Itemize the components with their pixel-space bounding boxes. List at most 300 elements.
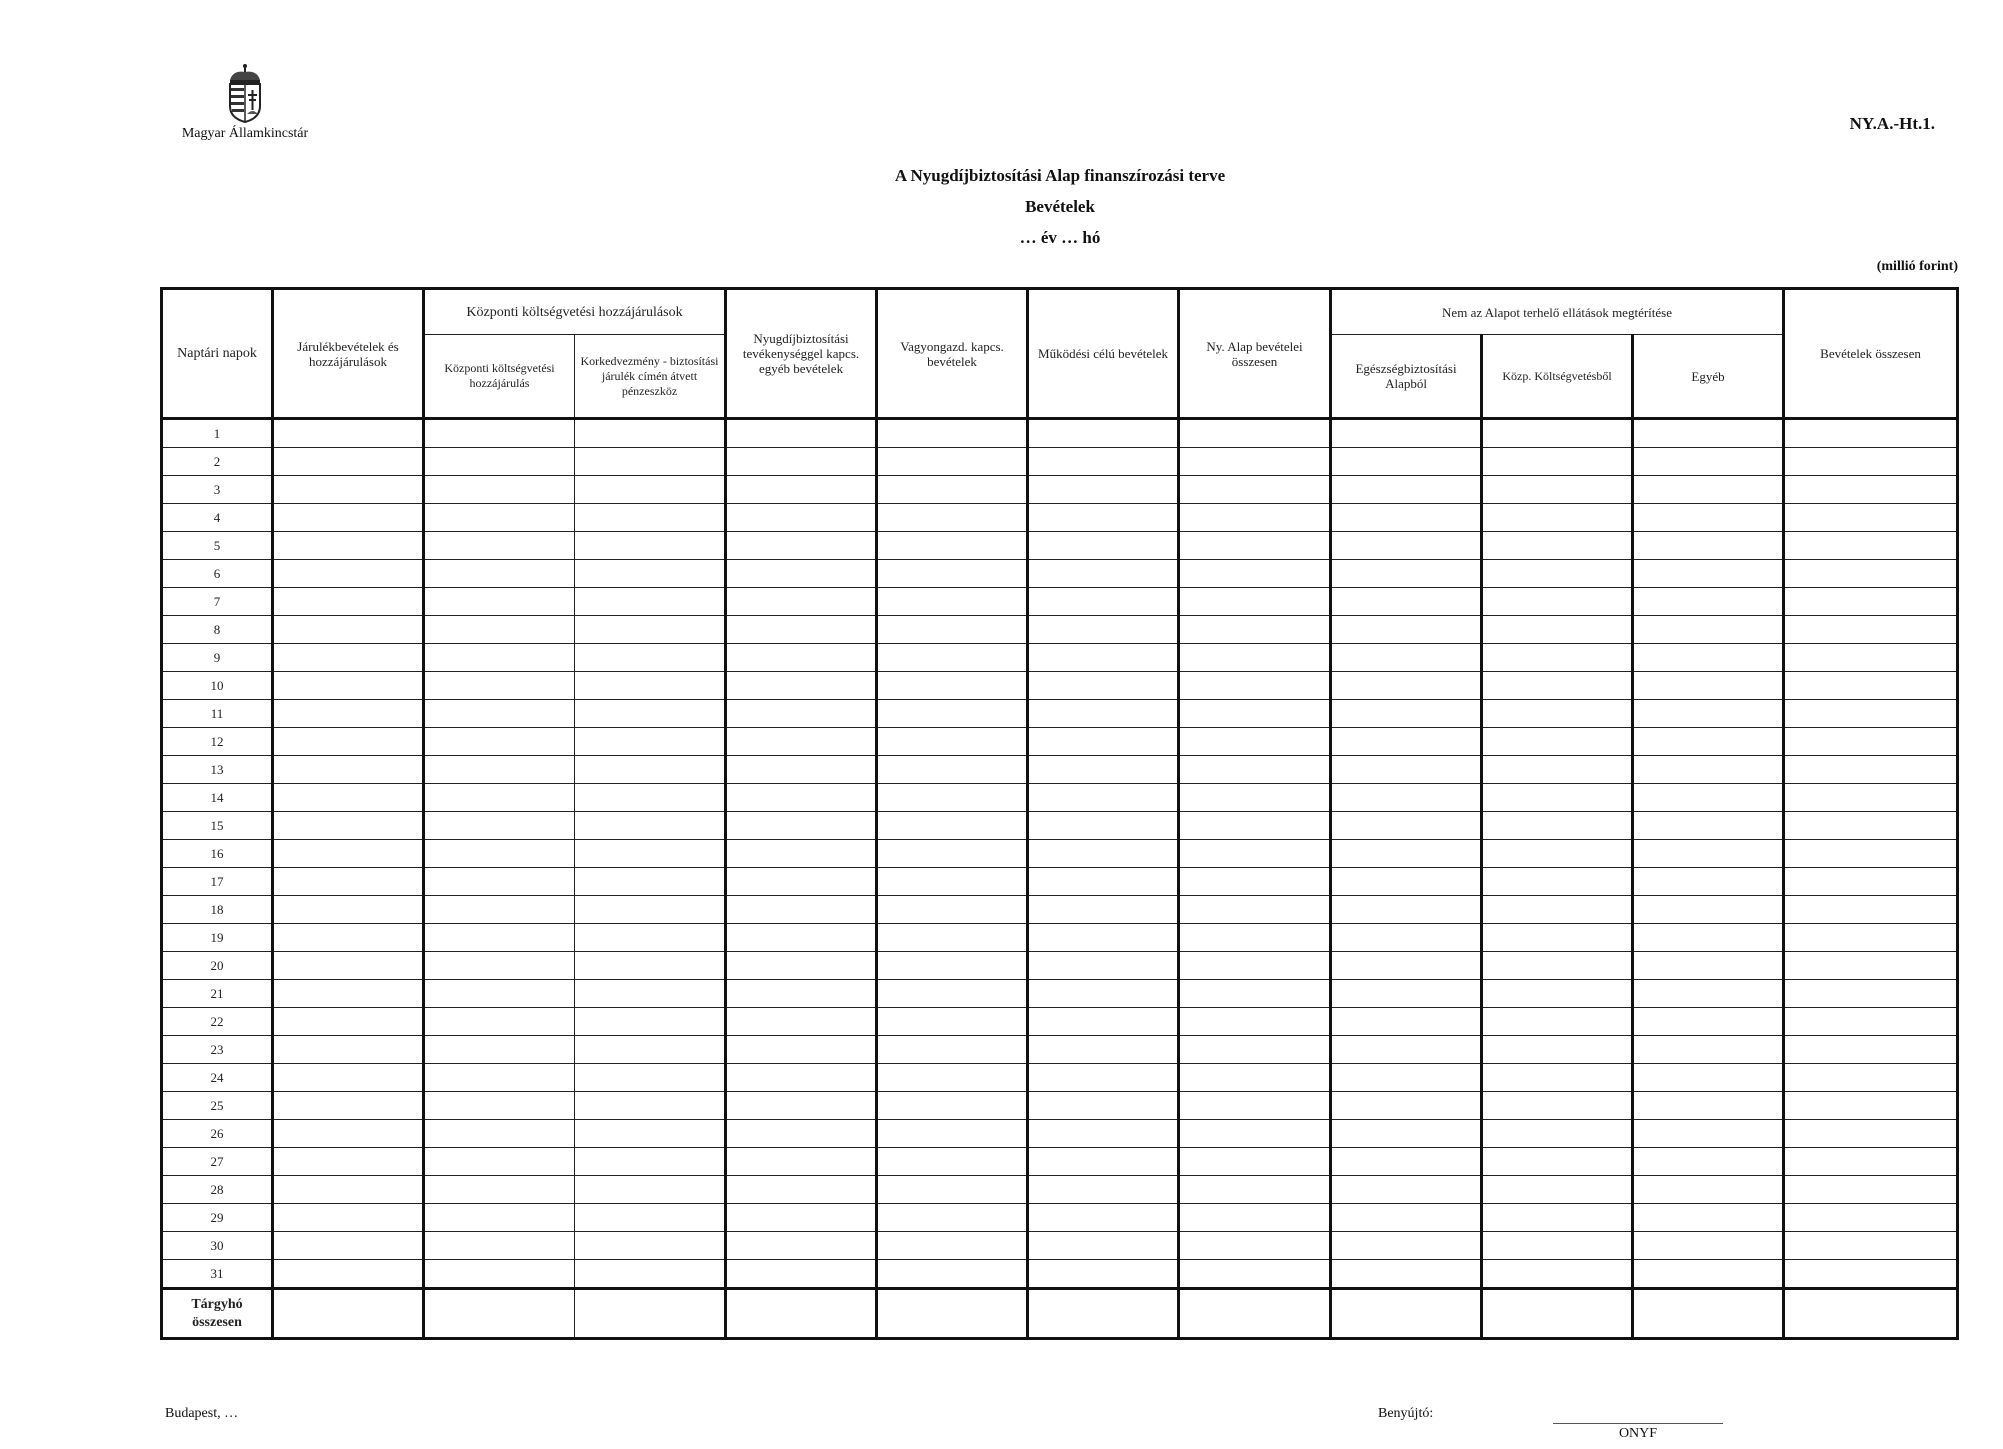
table-cell[interactable] — [1482, 924, 1633, 952]
table-cell[interactable] — [1633, 924, 1784, 952]
table-cell[interactable] — [877, 532, 1028, 560]
table-cell[interactable] — [1784, 672, 1958, 700]
table-cell[interactable] — [877, 784, 1028, 812]
total-cell[interactable] — [726, 1289, 877, 1339]
table-cell[interactable] — [1179, 1232, 1331, 1260]
table-cell[interactable] — [273, 1064, 424, 1092]
table-cell[interactable] — [1028, 1260, 1179, 1289]
table-cell[interactable] — [273, 1036, 424, 1064]
table-cell[interactable] — [575, 1148, 726, 1176]
table-cell[interactable] — [726, 700, 877, 728]
table-cell[interactable] — [1482, 532, 1633, 560]
table-cell[interactable] — [726, 1232, 877, 1260]
table-cell[interactable] — [273, 1260, 424, 1289]
table-cell[interactable] — [575, 1120, 726, 1148]
table-cell[interactable] — [424, 1204, 575, 1232]
table-cell[interactable] — [1028, 868, 1179, 896]
table-cell[interactable] — [877, 560, 1028, 588]
total-cell[interactable] — [1482, 1289, 1633, 1339]
table-cell[interactable] — [726, 672, 877, 700]
table-cell[interactable] — [1482, 1092, 1633, 1120]
table-cell[interactable] — [424, 728, 575, 756]
table-cell[interactable] — [1482, 756, 1633, 784]
table-cell[interactable] — [1784, 1260, 1958, 1289]
table-cell[interactable] — [877, 1008, 1028, 1036]
table-cell[interactable] — [575, 784, 726, 812]
table-cell[interactable] — [1179, 756, 1331, 784]
table-cell[interactable] — [1784, 1176, 1958, 1204]
table-cell[interactable] — [1028, 1008, 1179, 1036]
table-cell[interactable] — [273, 700, 424, 728]
table-cell[interactable] — [575, 812, 726, 840]
table-cell[interactable] — [1633, 1008, 1784, 1036]
table-cell[interactable] — [1331, 532, 1482, 560]
table-cell[interactable] — [877, 616, 1028, 644]
table-cell[interactable] — [1028, 896, 1179, 924]
table-cell[interactable] — [575, 644, 726, 672]
table-cell[interactable] — [877, 448, 1028, 476]
table-cell[interactable] — [877, 672, 1028, 700]
table-cell[interactable] — [273, 616, 424, 644]
table-cell[interactable] — [877, 1176, 1028, 1204]
table-cell[interactable] — [273, 868, 424, 896]
table-cell[interactable] — [1784, 644, 1958, 672]
table-cell[interactable] — [273, 1176, 424, 1204]
table-cell[interactable] — [1331, 1176, 1482, 1204]
table-cell[interactable] — [877, 419, 1028, 448]
table-cell[interactable] — [1179, 560, 1331, 588]
table-cell[interactable] — [1331, 588, 1482, 616]
table-cell[interactable] — [1179, 700, 1331, 728]
table-cell[interactable] — [424, 1036, 575, 1064]
table-cell[interactable] — [1179, 644, 1331, 672]
table-cell[interactable] — [273, 952, 424, 980]
table-cell[interactable] — [1028, 1036, 1179, 1064]
table-cell[interactable] — [877, 952, 1028, 980]
table-cell[interactable] — [424, 784, 575, 812]
table-cell[interactable] — [575, 728, 726, 756]
table-cell[interactable] — [877, 700, 1028, 728]
table-cell[interactable] — [1633, 952, 1784, 980]
table-cell[interactable] — [1028, 1204, 1179, 1232]
table-cell[interactable] — [1331, 1260, 1482, 1289]
table-cell[interactable] — [1179, 672, 1331, 700]
table-cell[interactable] — [726, 924, 877, 952]
table-cell[interactable] — [877, 1036, 1028, 1064]
table-cell[interactable] — [1179, 840, 1331, 868]
table-cell[interactable] — [575, 980, 726, 1008]
table-cell[interactable] — [1633, 812, 1784, 840]
table-cell[interactable] — [1633, 672, 1784, 700]
table-cell[interactable] — [1482, 1204, 1633, 1232]
table-cell[interactable] — [575, 504, 726, 532]
table-cell[interactable] — [1633, 448, 1784, 476]
table-cell[interactable] — [726, 560, 877, 588]
table-cell[interactable] — [1179, 952, 1331, 980]
total-cell[interactable] — [273, 1289, 424, 1339]
table-cell[interactable] — [1482, 868, 1633, 896]
table-cell[interactable] — [1028, 840, 1179, 868]
table-cell[interactable] — [1482, 952, 1633, 980]
table-cell[interactable] — [1331, 1232, 1482, 1260]
table-cell[interactable] — [877, 1148, 1028, 1176]
table-cell[interactable] — [575, 700, 726, 728]
table-cell[interactable] — [1784, 784, 1958, 812]
table-cell[interactable] — [424, 644, 575, 672]
table-cell[interactable] — [1784, 728, 1958, 756]
table-cell[interactable] — [1633, 504, 1784, 532]
table-cell[interactable] — [273, 1092, 424, 1120]
table-cell[interactable] — [877, 1092, 1028, 1120]
table-cell[interactable] — [1179, 448, 1331, 476]
table-cell[interactable] — [424, 616, 575, 644]
table-cell[interactable] — [1633, 560, 1784, 588]
table-cell[interactable] — [575, 419, 726, 448]
table-cell[interactable] — [1482, 1260, 1633, 1289]
table-cell[interactable] — [726, 756, 877, 784]
table-cell[interactable] — [273, 504, 424, 532]
table-cell[interactable] — [1482, 1232, 1633, 1260]
table-cell[interactable] — [1028, 1176, 1179, 1204]
table-cell[interactable] — [575, 672, 726, 700]
table-cell[interactable] — [1784, 952, 1958, 980]
table-cell[interactable] — [424, 419, 575, 448]
table-cell[interactable] — [1179, 868, 1331, 896]
table-cell[interactable] — [575, 868, 726, 896]
table-cell[interactable] — [1331, 840, 1482, 868]
table-cell[interactable] — [1784, 1232, 1958, 1260]
table-cell[interactable] — [726, 812, 877, 840]
table-cell[interactable] — [1028, 1148, 1179, 1176]
table-cell[interactable] — [877, 1204, 1028, 1232]
table-cell[interactable] — [1482, 419, 1633, 448]
table-cell[interactable] — [1633, 1092, 1784, 1120]
table-cell[interactable] — [1028, 924, 1179, 952]
table-cell[interactable] — [877, 980, 1028, 1008]
table-cell[interactable] — [1179, 1064, 1331, 1092]
table-cell[interactable] — [1482, 812, 1633, 840]
table-cell[interactable] — [1482, 1064, 1633, 1092]
table-cell[interactable] — [1028, 476, 1179, 504]
table-cell[interactable] — [726, 1036, 877, 1064]
table-cell[interactable] — [1633, 1176, 1784, 1204]
table-cell[interactable] — [726, 1008, 877, 1036]
table-cell[interactable] — [726, 784, 877, 812]
table-cell[interactable] — [1784, 980, 1958, 1008]
table-cell[interactable] — [575, 1064, 726, 1092]
table-cell[interactable] — [273, 644, 424, 672]
table-cell[interactable] — [726, 504, 877, 532]
table-cell[interactable] — [1633, 1232, 1784, 1260]
table-cell[interactable] — [1331, 1092, 1482, 1120]
table-cell[interactable] — [1784, 419, 1958, 448]
table-cell[interactable] — [1482, 616, 1633, 644]
table-cell[interactable] — [273, 784, 424, 812]
table-cell[interactable] — [273, 728, 424, 756]
table-cell[interactable] — [1784, 1036, 1958, 1064]
table-cell[interactable] — [273, 1120, 424, 1148]
table-cell[interactable] — [273, 532, 424, 560]
table-cell[interactable] — [726, 952, 877, 980]
table-cell[interactable] — [877, 868, 1028, 896]
table-cell[interactable] — [575, 588, 726, 616]
table-cell[interactable] — [424, 560, 575, 588]
total-cell[interactable] — [1028, 1289, 1179, 1339]
table-cell[interactable] — [1633, 1120, 1784, 1148]
table-cell[interactable] — [273, 980, 424, 1008]
table-cell[interactable] — [1179, 1008, 1331, 1036]
table-cell[interactable] — [424, 532, 575, 560]
table-cell[interactable] — [1331, 419, 1482, 448]
table-cell[interactable] — [1633, 1148, 1784, 1176]
table-cell[interactable] — [726, 1120, 877, 1148]
table-cell[interactable] — [1331, 448, 1482, 476]
table-cell[interactable] — [1633, 532, 1784, 560]
table-cell[interactable] — [1331, 756, 1482, 784]
table-cell[interactable] — [1482, 1148, 1633, 1176]
table-cell[interactable] — [1633, 784, 1784, 812]
table-cell[interactable] — [1179, 504, 1331, 532]
table-cell[interactable] — [726, 476, 877, 504]
table-cell[interactable] — [1482, 980, 1633, 1008]
table-cell[interactable] — [1482, 588, 1633, 616]
table-cell[interactable] — [1633, 644, 1784, 672]
table-cell[interactable] — [1633, 616, 1784, 644]
table-cell[interactable] — [1784, 616, 1958, 644]
table-cell[interactable] — [1179, 419, 1331, 448]
table-cell[interactable] — [877, 896, 1028, 924]
table-cell[interactable] — [726, 448, 877, 476]
table-cell[interactable] — [877, 840, 1028, 868]
total-cell[interactable] — [1784, 1289, 1958, 1339]
table-cell[interactable] — [877, 1232, 1028, 1260]
table-cell[interactable] — [1028, 1232, 1179, 1260]
table-cell[interactable] — [726, 644, 877, 672]
table-cell[interactable] — [726, 1148, 877, 1176]
table-cell[interactable] — [424, 700, 575, 728]
table-cell[interactable] — [273, 672, 424, 700]
table-cell[interactable] — [1028, 700, 1179, 728]
table-cell[interactable] — [1784, 868, 1958, 896]
table-cell[interactable] — [1179, 784, 1331, 812]
table-cell[interactable] — [1028, 728, 1179, 756]
table-cell[interactable] — [1179, 1204, 1331, 1232]
table-cell[interactable] — [424, 1092, 575, 1120]
table-cell[interactable] — [1331, 868, 1482, 896]
table-cell[interactable] — [1179, 728, 1331, 756]
table-cell[interactable] — [1633, 728, 1784, 756]
table-cell[interactable] — [1784, 756, 1958, 784]
table-cell[interactable] — [1633, 476, 1784, 504]
table-cell[interactable] — [424, 672, 575, 700]
table-cell[interactable] — [424, 980, 575, 1008]
table-cell[interactable] — [1028, 532, 1179, 560]
table-cell[interactable] — [424, 476, 575, 504]
table-cell[interactable] — [424, 1120, 575, 1148]
table-cell[interactable] — [1331, 924, 1482, 952]
table-cell[interactable] — [726, 616, 877, 644]
table-cell[interactable] — [1633, 1204, 1784, 1232]
table-cell[interactable] — [575, 1176, 726, 1204]
table-cell[interactable] — [1482, 476, 1633, 504]
table-cell[interactable] — [1633, 588, 1784, 616]
table-cell[interactable] — [1179, 532, 1331, 560]
table-cell[interactable] — [1028, 448, 1179, 476]
table-cell[interactable] — [273, 1008, 424, 1036]
table-cell[interactable] — [1028, 644, 1179, 672]
table-cell[interactable] — [1028, 504, 1179, 532]
table-cell[interactable] — [726, 1092, 877, 1120]
table-cell[interactable] — [1331, 896, 1482, 924]
table-cell[interactable] — [1633, 868, 1784, 896]
table-cell[interactable] — [1331, 1064, 1482, 1092]
table-cell[interactable] — [1784, 896, 1958, 924]
table-cell[interactable] — [1028, 812, 1179, 840]
table-cell[interactable] — [1028, 1064, 1179, 1092]
table-cell[interactable] — [575, 840, 726, 868]
table-cell[interactable] — [1784, 1064, 1958, 1092]
table-cell[interactable] — [1784, 924, 1958, 952]
table-cell[interactable] — [1784, 448, 1958, 476]
table-cell[interactable] — [1784, 812, 1958, 840]
table-cell[interactable] — [1633, 840, 1784, 868]
table-cell[interactable] — [424, 1260, 575, 1289]
table-cell[interactable] — [1028, 952, 1179, 980]
table-cell[interactable] — [877, 924, 1028, 952]
table-cell[interactable] — [1784, 504, 1958, 532]
table-cell[interactable] — [1331, 560, 1482, 588]
table-cell[interactable] — [1331, 1204, 1482, 1232]
table-cell[interactable] — [1482, 728, 1633, 756]
table-cell[interactable] — [273, 812, 424, 840]
table-cell[interactable] — [1179, 812, 1331, 840]
table-cell[interactable] — [1331, 644, 1482, 672]
table-cell[interactable] — [575, 1036, 726, 1064]
table-cell[interactable] — [1784, 532, 1958, 560]
table-cell[interactable] — [1179, 1092, 1331, 1120]
table-cell[interactable] — [424, 924, 575, 952]
table-cell[interactable] — [575, 756, 726, 784]
table-cell[interactable] — [1784, 1120, 1958, 1148]
table-cell[interactable] — [726, 419, 877, 448]
table-cell[interactable] — [1784, 840, 1958, 868]
table-cell[interactable] — [726, 840, 877, 868]
table-cell[interactable] — [726, 868, 877, 896]
table-cell[interactable] — [424, 448, 575, 476]
table-cell[interactable] — [273, 476, 424, 504]
table-cell[interactable] — [424, 868, 575, 896]
table-cell[interactable] — [726, 1204, 877, 1232]
table-cell[interactable] — [726, 1260, 877, 1289]
total-cell[interactable] — [424, 1289, 575, 1339]
table-cell[interactable] — [273, 560, 424, 588]
table-cell[interactable] — [1633, 1036, 1784, 1064]
table-cell[interactable] — [424, 1232, 575, 1260]
table-cell[interactable] — [877, 756, 1028, 784]
table-cell[interactable] — [1028, 616, 1179, 644]
table-cell[interactable] — [1633, 1260, 1784, 1289]
table-cell[interactable] — [877, 1064, 1028, 1092]
table-cell[interactable] — [575, 476, 726, 504]
table-cell[interactable] — [877, 812, 1028, 840]
table-cell[interactable] — [1179, 476, 1331, 504]
table-cell[interactable] — [1028, 1092, 1179, 1120]
table-cell[interactable] — [726, 1064, 877, 1092]
table-cell[interactable] — [1028, 1120, 1179, 1148]
table-cell[interactable] — [424, 812, 575, 840]
table-cell[interactable] — [273, 896, 424, 924]
table-cell[interactable] — [1482, 700, 1633, 728]
table-cell[interactable] — [1179, 1120, 1331, 1148]
table-cell[interactable] — [1784, 1008, 1958, 1036]
table-cell[interactable] — [273, 1148, 424, 1176]
total-cell[interactable] — [575, 1289, 726, 1339]
table-cell[interactable] — [575, 448, 726, 476]
table-cell[interactable] — [877, 588, 1028, 616]
table-cell[interactable] — [424, 840, 575, 868]
table-cell[interactable] — [1482, 1036, 1633, 1064]
table-cell[interactable] — [273, 1232, 424, 1260]
table-cell[interactable] — [1028, 980, 1179, 1008]
table-cell[interactable] — [1331, 1036, 1482, 1064]
table-cell[interactable] — [877, 1120, 1028, 1148]
table-cell[interactable] — [424, 588, 575, 616]
table-cell[interactable] — [1028, 588, 1179, 616]
table-cell[interactable] — [575, 1260, 726, 1289]
table-cell[interactable] — [273, 419, 424, 448]
table-cell[interactable] — [1482, 644, 1633, 672]
table-cell[interactable] — [424, 952, 575, 980]
table-cell[interactable] — [1633, 896, 1784, 924]
table-cell[interactable] — [1633, 419, 1784, 448]
table-cell[interactable] — [1028, 756, 1179, 784]
table-cell[interactable] — [1028, 784, 1179, 812]
table-cell[interactable] — [424, 1064, 575, 1092]
table-cell[interactable] — [1331, 616, 1482, 644]
table-cell[interactable] — [273, 840, 424, 868]
table-cell[interactable] — [1331, 1120, 1482, 1148]
table-cell[interactable] — [726, 588, 877, 616]
table-cell[interactable] — [877, 728, 1028, 756]
table-cell[interactable] — [424, 896, 575, 924]
table-cell[interactable] — [726, 728, 877, 756]
table-cell[interactable] — [877, 476, 1028, 504]
table-cell[interactable] — [1331, 504, 1482, 532]
table-cell[interactable] — [424, 1148, 575, 1176]
table-cell[interactable] — [575, 952, 726, 980]
table-cell[interactable] — [1331, 784, 1482, 812]
table-cell[interactable] — [877, 644, 1028, 672]
table-cell[interactable] — [1331, 728, 1482, 756]
table-cell[interactable] — [1028, 672, 1179, 700]
table-cell[interactable] — [1179, 1176, 1331, 1204]
table-cell[interactable] — [575, 616, 726, 644]
table-cell[interactable] — [1784, 1204, 1958, 1232]
table-cell[interactable] — [1179, 980, 1331, 1008]
table-cell[interactable] — [1482, 784, 1633, 812]
table-cell[interactable] — [424, 1176, 575, 1204]
table-cell[interactable] — [877, 504, 1028, 532]
table-cell[interactable] — [1179, 924, 1331, 952]
table-cell[interactable] — [1784, 588, 1958, 616]
table-cell[interactable] — [1179, 1036, 1331, 1064]
table-cell[interactable] — [1482, 560, 1633, 588]
table-cell[interactable] — [273, 448, 424, 476]
table-cell[interactable] — [1179, 1260, 1331, 1289]
total-cell[interactable] — [877, 1289, 1028, 1339]
table-cell[interactable] — [1784, 1148, 1958, 1176]
table-cell[interactable] — [1331, 952, 1482, 980]
